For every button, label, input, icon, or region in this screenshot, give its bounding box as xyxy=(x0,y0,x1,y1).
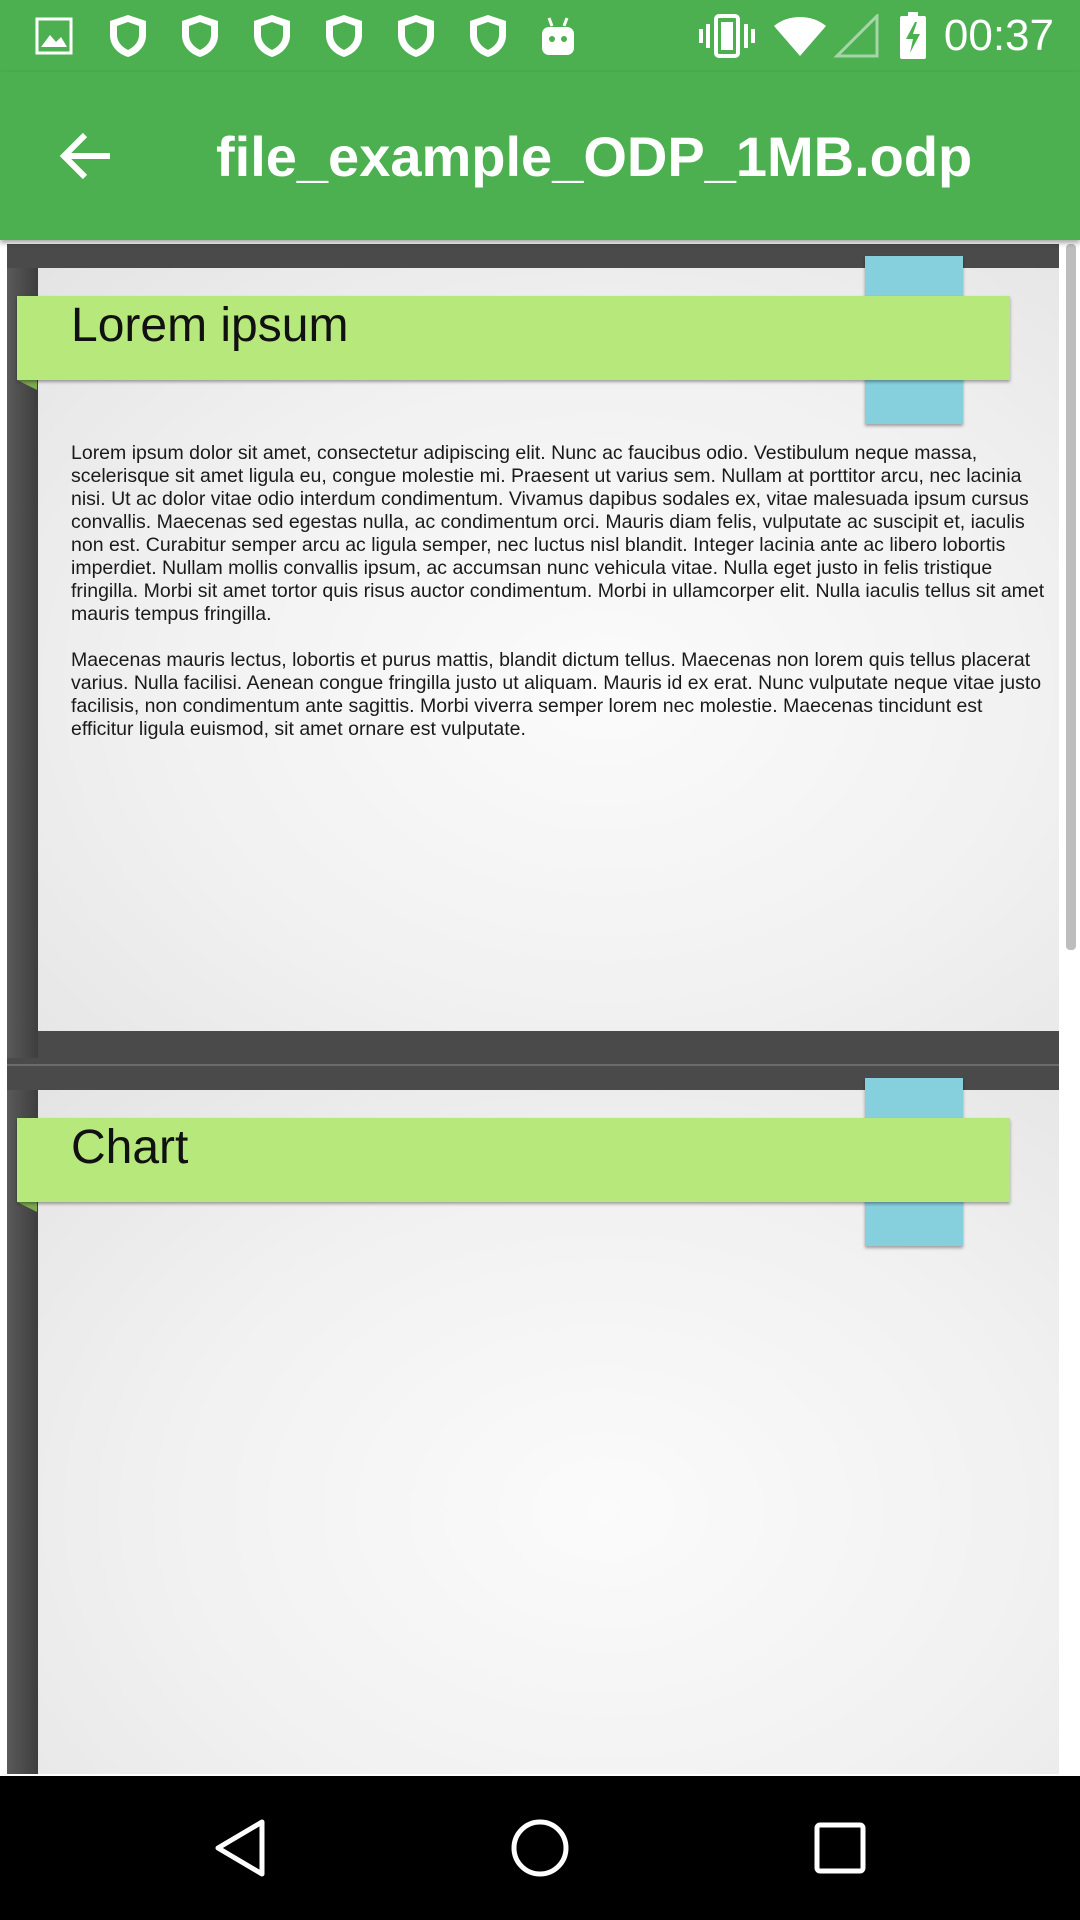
vibrate-icon xyxy=(698,12,756,60)
nav-home-button[interactable] xyxy=(492,1800,588,1896)
cell-signal-icon xyxy=(832,12,880,60)
navigation-bar xyxy=(0,1776,1080,1920)
shield-icon xyxy=(464,12,512,60)
scrollbar-thumb[interactable] xyxy=(1066,244,1076,950)
arrow-back-icon xyxy=(58,131,114,181)
status-bar xyxy=(0,0,1080,72)
slide-paragraph: Maecenas mauris lectus, lobortis et purus mattis, blandit dictum tellus. Maecenas non lorem quis tellus placerat varius. Nulla facilisi. Aenean congue fringilla justo ut aliquam. Mauris id ex erat. Nunc vulputate neque vitae justo facilisis, non condimentum ante sagittis. Morbi viverra semper lorem nec molestie. Maecenas tincidunt est efficitur ligula euismod, sit amet ornare est vulputate. xyxy=(71,649,1042,740)
nav-back-button[interactable] xyxy=(192,1800,288,1896)
back-button[interactable] xyxy=(44,114,128,198)
nav-recents-button[interactable] xyxy=(792,1800,888,1896)
document-title: file_example_ODP_1MB.odp xyxy=(216,125,973,188)
nav-back-icon xyxy=(212,1818,268,1878)
banner-fold xyxy=(17,380,37,390)
document-viewer[interactable] xyxy=(0,240,1080,1774)
slide-paragraph: Lorem ipsum dolor sit amet, consectetur adipiscing elit. Nunc ac faucibus odio. Vestibulum neque massa, scelerisque sit amet ligula eu, congue molestie mi. Praesent ut varius sem. Nullam at porttitor arcu, nec lacinia nisi. Ut ac dolor vitae odio interdum condimentum. Vivamus dapibus sodales ex, vitae malesuada ipsum cursus convallis. Maecenas sed egestas nulla, ac condimentum orci. Mauris diam felis, vulputate ac suscipit et, iaculis non est. Curabitur semper arcu ac ligula semper, nec luctus nisl blandit. Integer lacinia ante ac libero lobortis imperdiet. Nullam mollis convallis ipsum, ac accumsan nunc vehicula vitae. Nulla eget justo in felis tristique fringilla. Morbi sit amet tortor quis risus auctor condimentum. Morbi in ullamcorper elit. Nulla iaculis tellus sit amet mauris tempus fringilla. xyxy=(71,442,1045,625)
app-bar xyxy=(0,72,1080,240)
nav-recents-icon xyxy=(813,1821,867,1875)
image-icon xyxy=(34,12,74,60)
shield-icon xyxy=(104,12,152,60)
shield-icon xyxy=(392,12,440,60)
nav-home-icon xyxy=(510,1818,570,1878)
shield-icon xyxy=(176,12,224,60)
wifi-icon xyxy=(772,12,828,60)
battery-charging-icon xyxy=(896,12,930,60)
slides-canvas[interactable] xyxy=(7,244,1059,1774)
status-time: 00:37 xyxy=(943,11,1054,60)
banner-fold xyxy=(17,1202,37,1212)
slide-title: Lorem ipsum xyxy=(71,299,349,352)
shield-icon xyxy=(248,12,296,60)
slide-separator xyxy=(7,1064,1059,1066)
shield-icon xyxy=(320,12,368,60)
android-icon xyxy=(538,12,578,60)
slide-body-text xyxy=(71,442,1047,764)
slide-title: Chart xyxy=(71,1121,189,1174)
